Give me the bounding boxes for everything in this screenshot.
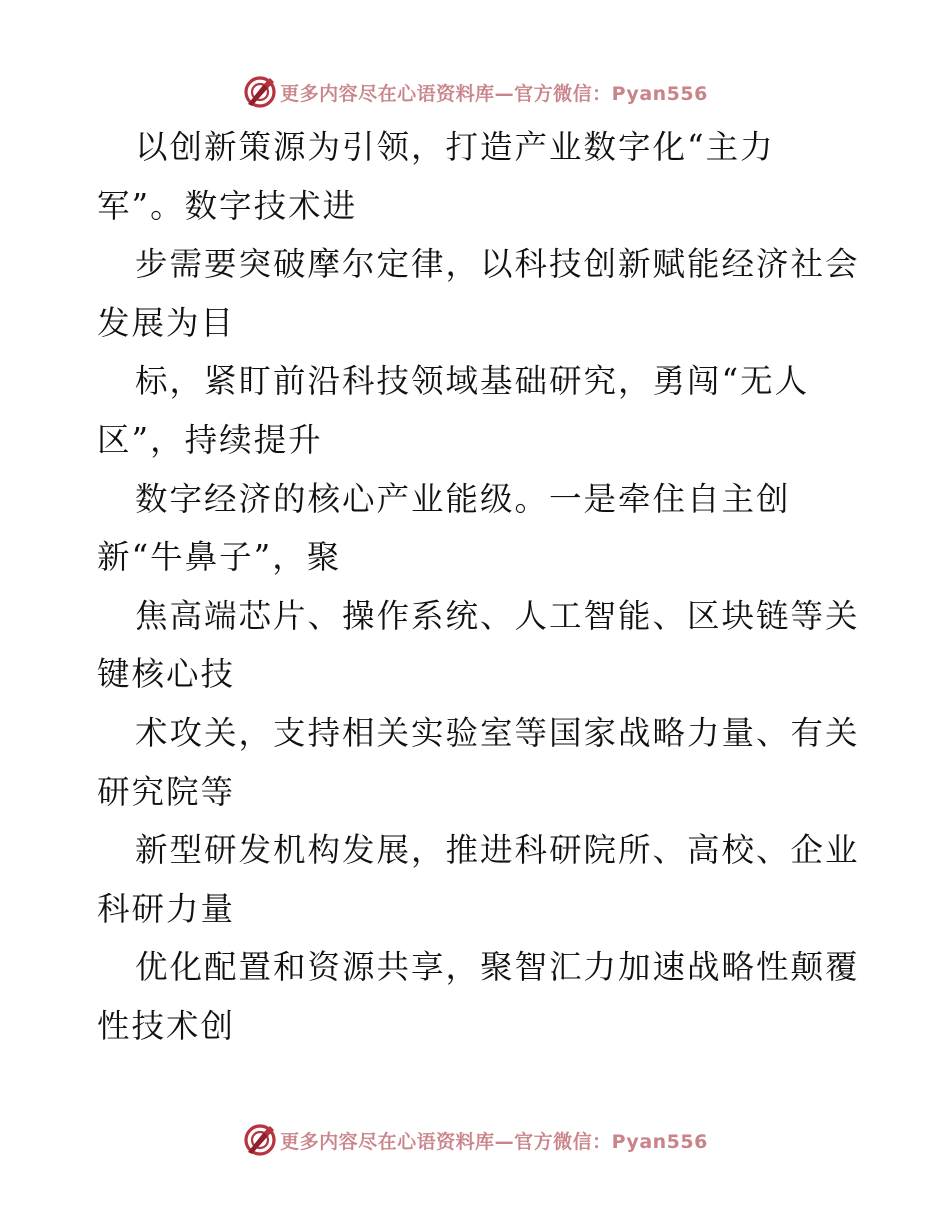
body-line-16: 性技术创 — [97, 1006, 236, 1045]
body-line-9: 焦高端芯片、操作系统、人工智能、区块链等关 — [135, 596, 860, 635]
header-banner — [0, 72, 950, 112]
brand-logo-icon — [242, 74, 278, 110]
header-banner-text: 更多内容尽在心语资料库—官方微信：Pyan556 — [280, 82, 708, 105]
document-body — [97, 118, 877, 1056]
body-line-8: 新“牛鼻子”，聚 — [97, 538, 342, 577]
body-line-3: 步需要突破摩尔定律，以科技创新赋能经济社会 — [135, 245, 860, 284]
body-line-11: 术攻关，支持相关实验室等国家战略力量、有关 — [135, 713, 860, 752]
body-line-6: 区”，持续提升 — [97, 420, 323, 459]
body-line-10: 键核心技 — [97, 655, 236, 694]
brand-logo-icon — [242, 1122, 278, 1158]
body-line-14: 科研力量 — [97, 889, 236, 928]
body-line-4: 发展为目 — [97, 303, 236, 342]
body-line-13: 新型研发机构发展，推进科研院所、高校、企业 — [135, 831, 860, 870]
body-line-7: 数字经济的核心产业能级。一是牵住自主创 — [135, 479, 791, 518]
body-line-2: 军”。数字技术进 — [97, 186, 358, 225]
body-line-12: 研究院等 — [97, 772, 236, 811]
body-line-15: 优化配置和资源共享，聚智汇力加速战略性颠覆 — [135, 948, 860, 987]
body-line-5: 标，紧盯前沿科技领域基础研究，勇闯“无人 — [135, 362, 810, 401]
footer-banner-text: 更多内容尽在心语资料库—官方微信：Pyan556 — [280, 1130, 708, 1153]
footer-banner — [0, 1120, 950, 1160]
body-line-1: 以创新策源为引领，打造产业数字化“主力 — [135, 128, 775, 166]
